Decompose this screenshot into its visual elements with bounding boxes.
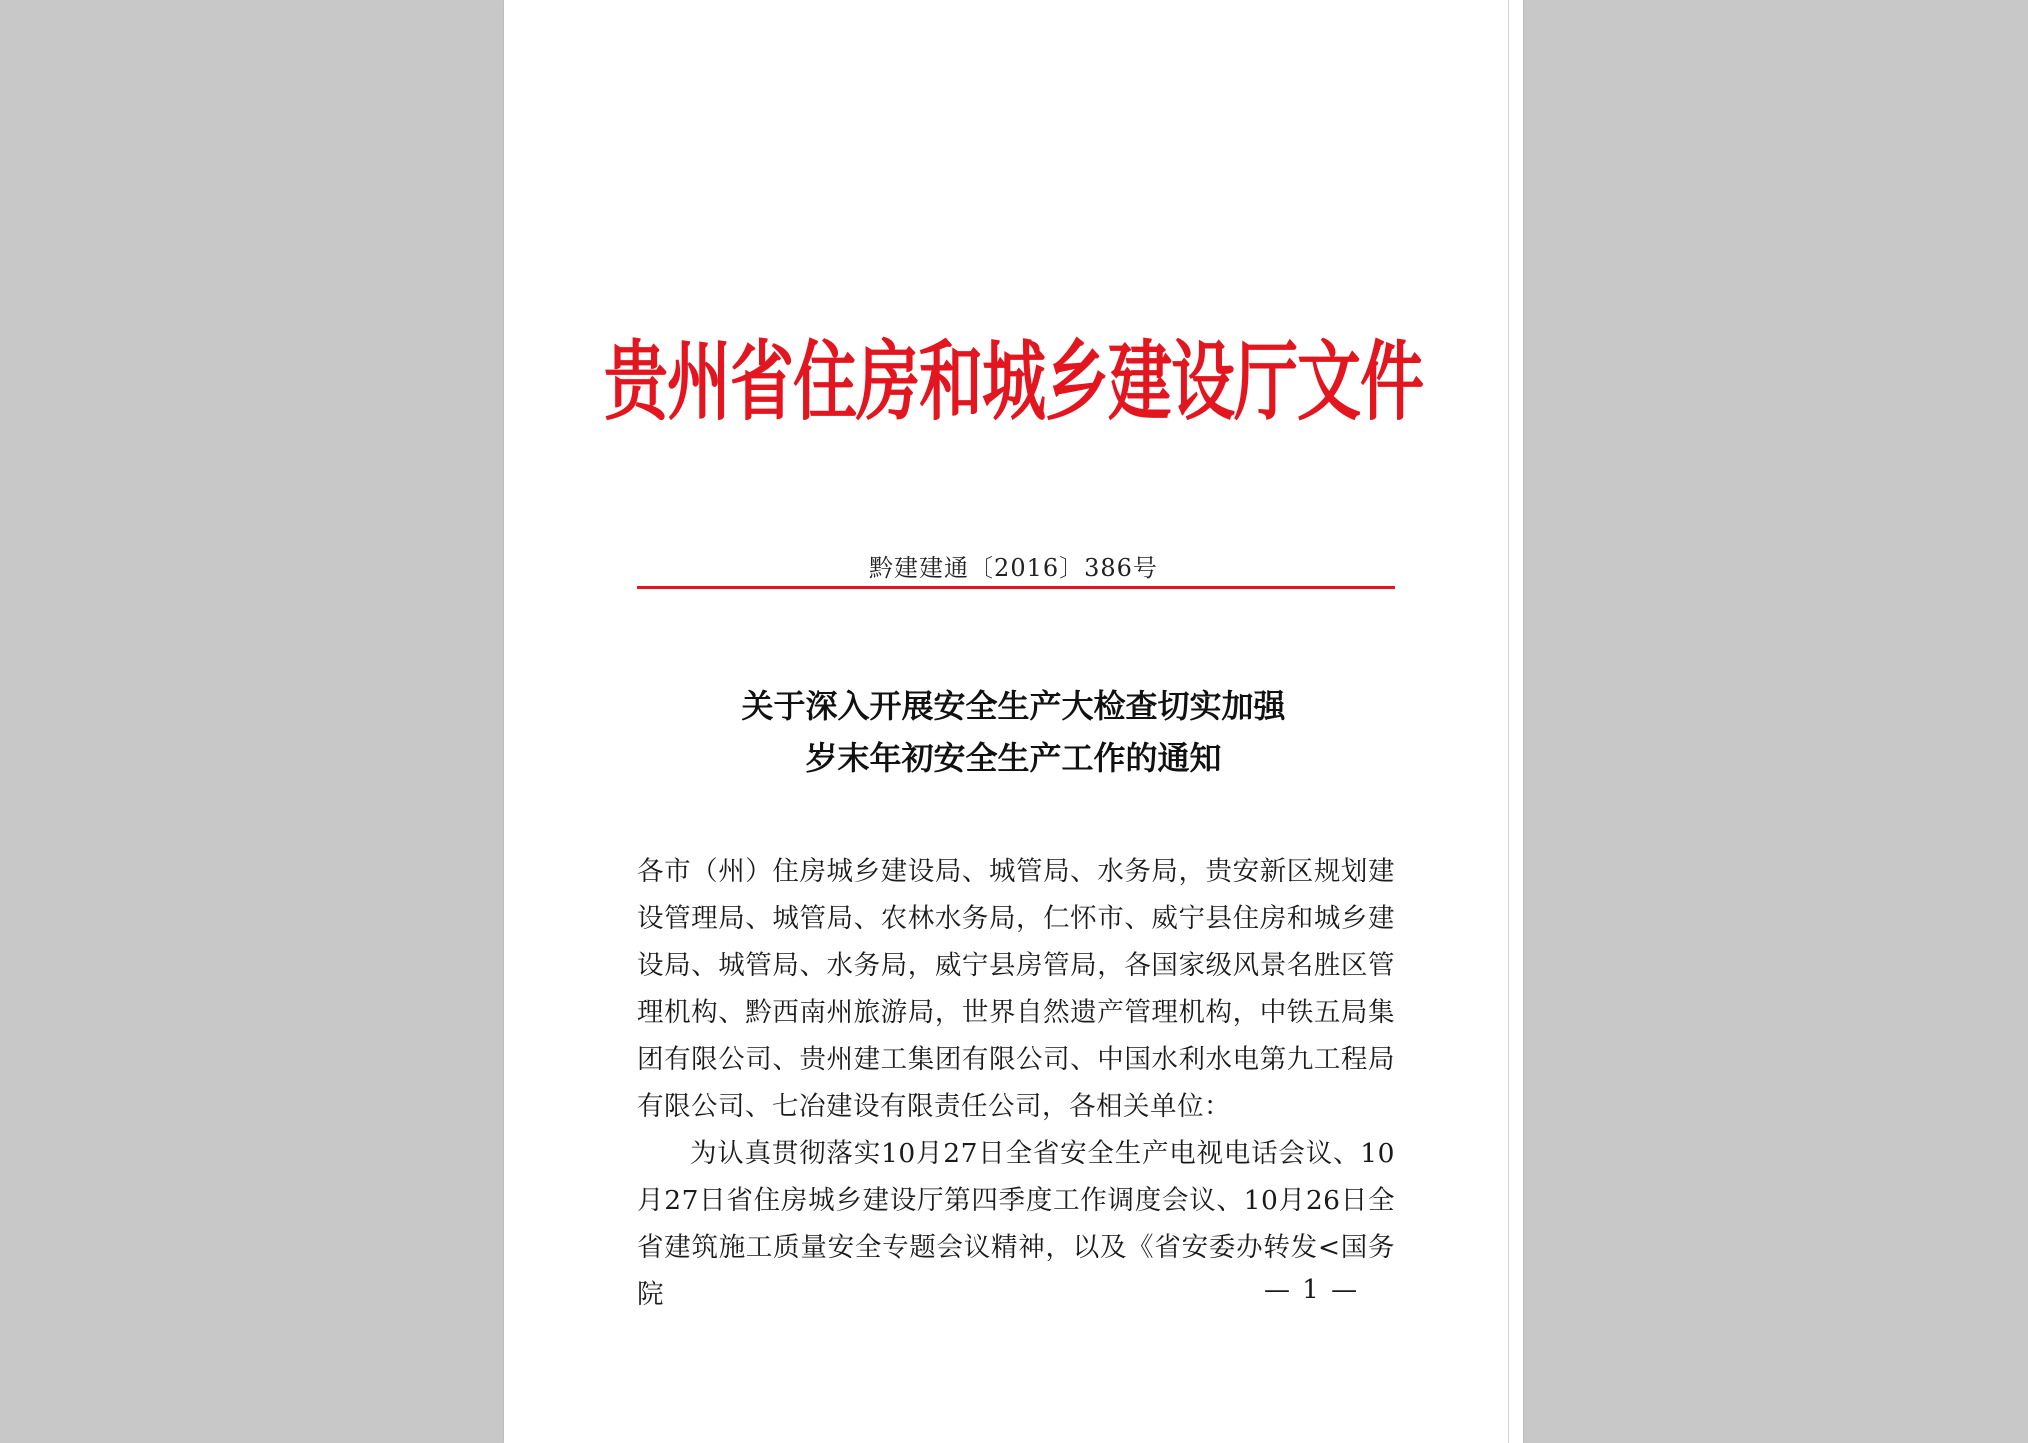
body-paragraph-1: 为认真贯彻落实10月27日全省安全生产电视电话会议、10月27日省住房城乡建设厅第四季度工作调度会议、10月26日全省建筑施工质量安全专题会议精神，以及《省安委办转发<国务院	[637, 1138, 1395, 1310]
document-body	[637, 848, 1395, 1318]
notice-title-line-1: 关于深入开展安全生产大检查切实加强	[741, 687, 1286, 725]
page-number: — 1 —	[1264, 1275, 1360, 1305]
masthead-title: 贵州省住房和城乡建设厅文件	[604, 331, 1423, 434]
document-page	[504, 0, 1523, 1443]
addressees-paragraph: 各市（州）住房城乡建设局、城管局、水务局，贵安新区规划建设管理局、城管局、农林水务局，仁怀市、威宁县住房和城乡建设局、城管局、水务局，威宁县房管局，各国家级风景名胜区管理机构、黔西南州旅游局，世界自然遗产管理机构，中铁五局集团有限公司、贵州建工集团有限公司、中国水利水电第九工程局有限公司、七冶建设有限责任公司，各相关单位：	[637, 856, 1395, 1122]
page-edge-line	[1508, 0, 1509, 1443]
notice-title	[504, 680, 1523, 784]
red-divider-line	[637, 586, 1395, 589]
document-number: 黔建建通〔2016〕386号	[869, 554, 1158, 582]
notice-title-line-2: 岁末年初安全生产工作的通知	[805, 739, 1222, 777]
